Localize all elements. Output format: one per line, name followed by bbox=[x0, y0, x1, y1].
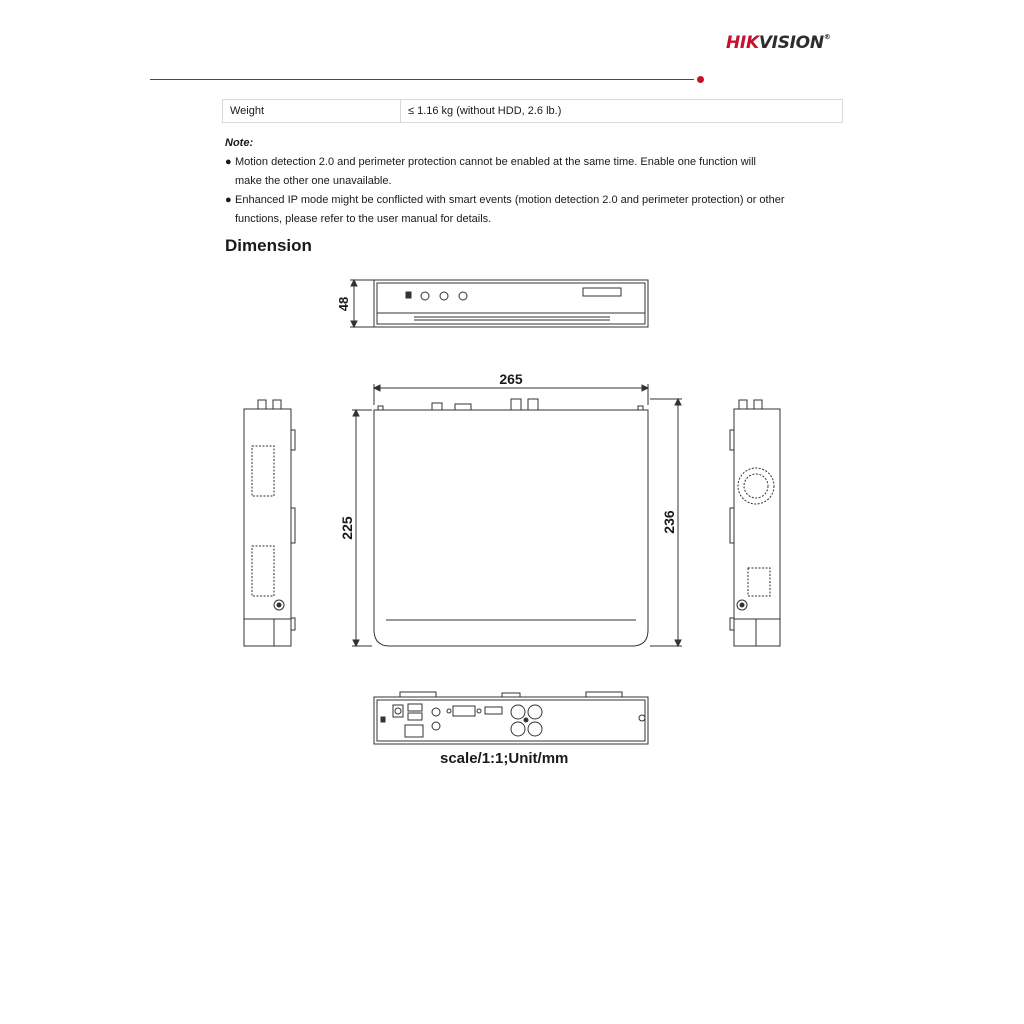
top-view bbox=[339, 371, 682, 646]
right-side-view bbox=[730, 400, 780, 646]
dimension-label-width: 265 bbox=[499, 371, 523, 387]
note-text: Enhanced IP mode might be conflicted with smart events (motion detection 2.0 and perimeter protection) or other functions, please refer to the user manual for details. bbox=[235, 194, 785, 225]
logo-registered-mark: ® bbox=[823, 33, 831, 41]
scale-caption: scale/1:1;Unit/mm bbox=[440, 750, 569, 767]
dimension-title: Dimension bbox=[225, 236, 312, 255]
spec-value-weight: ≤ 1.16 kg (without HDD, 2.6 lb.) bbox=[401, 100, 843, 123]
front-view bbox=[336, 280, 648, 327]
bullet-icon: ● bbox=[225, 194, 232, 206]
left-side-view bbox=[244, 400, 295, 646]
spec-label-weight: Weight bbox=[223, 100, 401, 123]
logo-vision: VISION bbox=[758, 33, 824, 53]
dimension-label-height: 48 bbox=[336, 296, 351, 312]
logo-hik: HIK bbox=[726, 33, 759, 53]
note-title: Note: bbox=[225, 137, 254, 149]
bullet-icon: ● bbox=[225, 156, 232, 168]
dimension-label-depth: 225 bbox=[339, 516, 355, 540]
note-text: Motion detection 2.0 and perimeter protection cannot be enabled at the same time. Enable one function will make the other one unavailable. bbox=[235, 156, 756, 187]
rear-view bbox=[374, 692, 648, 744]
dimension-label-depth-total: 236 bbox=[661, 510, 677, 534]
